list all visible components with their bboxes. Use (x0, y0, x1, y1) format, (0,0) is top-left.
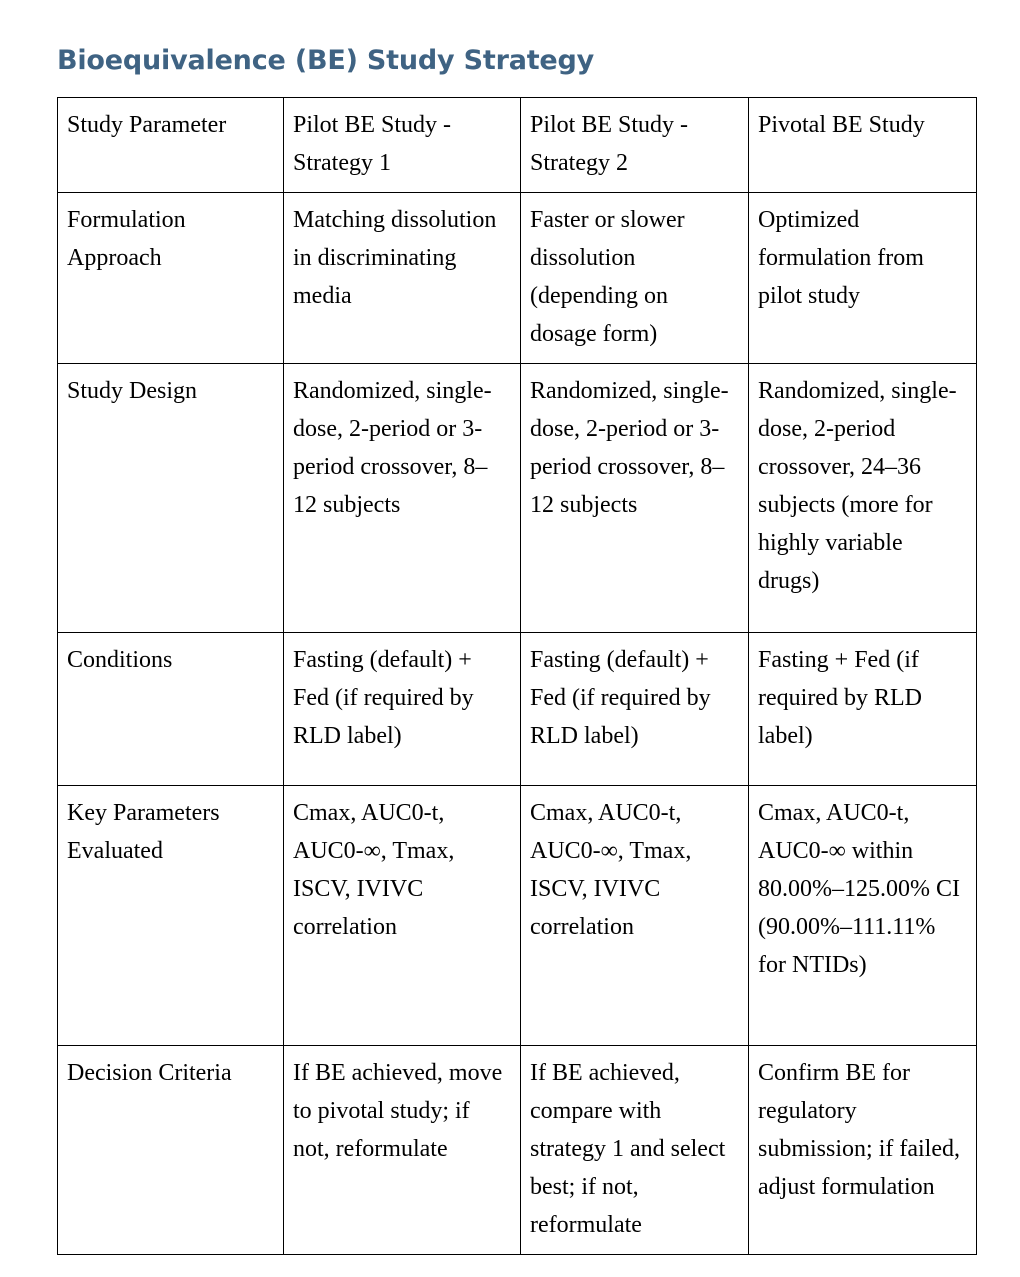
table-row (58, 633, 977, 786)
cell-formulation-pivotal: Optimized formulation from pilot study (749, 193, 977, 364)
cell-decision-pivotal: Confirm BE for regulatory submission; if failed, adjust formulation (749, 1046, 977, 1255)
column-header-pivotal: Pivotal BE Study (749, 98, 977, 193)
cell-formulation-strategy1: Matching dissolution in discriminating media (284, 193, 521, 364)
table-row (58, 1046, 977, 1255)
cell-decision-strategy1: If BE achieved, move to pivotal study; if not, reformulate (284, 1046, 521, 1255)
be-study-strategy-table (57, 97, 977, 1255)
cell-design-strategy2: Randomized, single-dose, 2-period or 3-period crossover, 8–12 subjects (521, 364, 749, 633)
table-row (58, 364, 977, 633)
row-label-decision-criteria: Decision Criteria (58, 1046, 284, 1255)
cell-conditions-strategy1: Fasting (default) + Fed (if required by RLD label) (284, 633, 521, 786)
page-title: Bioequivalence (BE) Study Strategy (57, 45, 595, 76)
column-header-study-parameter: Study Parameter (58, 98, 284, 193)
cell-keyparams-pivotal: Cmax, AUC0-t, AUC0-∞ within 80.00%–125.00% CI (90.00%–111.11% for NTIDs) (749, 786, 977, 1046)
row-label-conditions: Conditions (58, 633, 284, 786)
row-label-key-parameters-evaluated: Key Parameters Evaluated (58, 786, 284, 1046)
table-row (58, 193, 977, 364)
column-header-pilot-strategy-1: Pilot BE Study - Strategy 1 (284, 98, 521, 193)
cell-conditions-pivotal: Fasting + Fed (if required by RLD label) (749, 633, 977, 786)
table-row (58, 786, 977, 1046)
cell-keyparams-strategy1: Cmax, AUC0-t, AUC0-∞, Tmax, ISCV, IVIVC correlation (284, 786, 521, 1046)
cell-formulation-strategy2: Faster or slower dissolution (depending on dosage form) (521, 193, 749, 364)
row-label-study-design: Study Design (58, 364, 284, 633)
cell-design-pivotal: Randomized, single-dose, 2-period crossover, 24–36 subjects (more for highly variable drugs) (749, 364, 977, 633)
row-label-formulation-approach: Formulation Approach (58, 193, 284, 364)
cell-design-strategy1: Randomized, single-dose, 2-period or 3-period crossover, 8–12 subjects (284, 364, 521, 633)
table-header-row (58, 98, 977, 193)
cell-conditions-strategy2: Fasting (default) + Fed (if required by RLD label) (521, 633, 749, 786)
column-header-pilot-strategy-2: Pilot BE Study - Strategy 2 (521, 98, 749, 193)
cell-keyparams-strategy2: Cmax, AUC0-t, AUC0-∞, Tmax, ISCV, IVIVC correlation (521, 786, 749, 1046)
cell-decision-strategy2: If BE achieved, compare with strategy 1 and select best; if not, reformulate (521, 1046, 749, 1255)
